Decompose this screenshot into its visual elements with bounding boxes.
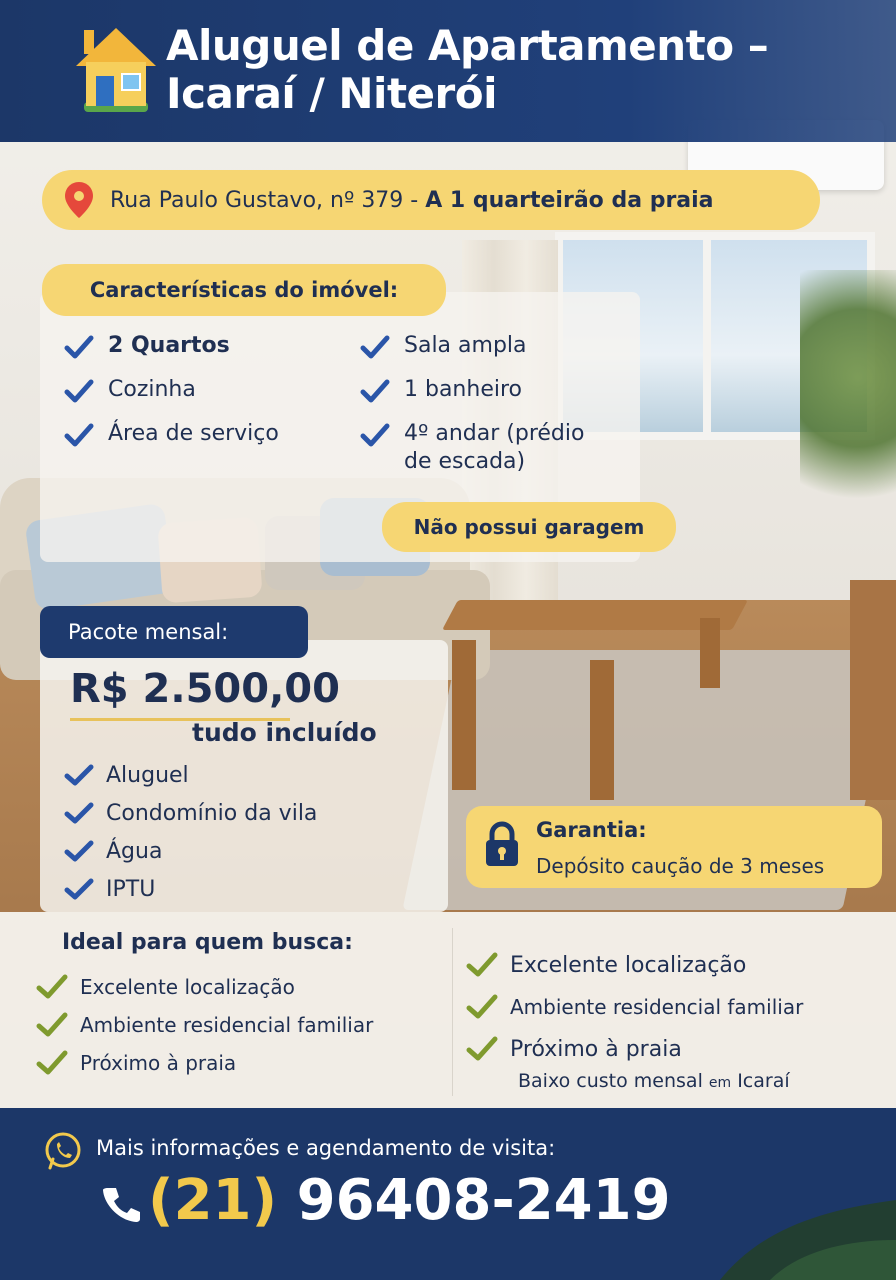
ideal-item: Excelente localização [80, 975, 295, 999]
check-icon [64, 877, 94, 901]
address-highlight: A 1 quarteirão da praia [425, 187, 714, 213]
check-icon [466, 952, 498, 978]
address-banner [42, 170, 820, 230]
check-icon [36, 974, 68, 1000]
check-icon [466, 1036, 498, 1062]
price: R$ 2.500,00 [70, 666, 340, 712]
guarantee-title: Garantia: [536, 818, 647, 842]
title-line-1: Aluguel de Apartamento – [166, 21, 769, 70]
list-item [36, 1006, 373, 1044]
list-item [466, 1028, 803, 1070]
table-leg [452, 640, 476, 790]
feature-text: 1 banheiro [404, 377, 522, 402]
features-heading: Características do imóvel: [42, 264, 446, 316]
features-list-right [360, 332, 640, 492]
table-leg [590, 660, 614, 800]
list-item [360, 332, 640, 360]
cabinet [850, 580, 896, 800]
check-icon [466, 994, 498, 1020]
low-cost-note [518, 1070, 790, 1092]
note-main: Baixo custo mensal [518, 1070, 709, 1092]
ideal-item: Próximo à praia [80, 1051, 237, 1075]
plant [800, 270, 896, 540]
included-item: Condomínio da vila [106, 800, 318, 826]
check-icon [64, 839, 94, 863]
contact-info: Mais informações e agendamento de visita: [96, 1136, 556, 1160]
lock-icon [482, 820, 522, 868]
whatsapp-icon[interactable] [42, 1130, 84, 1172]
feature-text: Cozinha [108, 377, 196, 402]
check-icon [360, 334, 390, 360]
title-line-2: Icaraí / Niterói [166, 69, 497, 118]
feature-text: 4º andar (prédio de escada) [404, 421, 585, 474]
ideal-list-right [466, 944, 803, 1070]
list-item [64, 794, 317, 832]
check-icon [360, 422, 390, 448]
check-icon [360, 378, 390, 404]
divider [452, 928, 453, 1096]
list-item [36, 1044, 373, 1082]
list-item [360, 420, 640, 476]
feature-text: 2 Quartos [108, 333, 230, 358]
included-item: IPTU [106, 876, 156, 902]
package-label: Pacote mensal: [40, 606, 308, 658]
address-street: Rua Paulo Gustavo, nº 379 - [110, 187, 426, 213]
table-leg [700, 618, 720, 688]
location-pin-icon [62, 180, 96, 220]
ideal-item: Próximo à praia [510, 1036, 682, 1062]
included-item: Água [106, 838, 163, 864]
ideal-heading: Ideal para quem busca: [62, 930, 353, 955]
included-list [64, 756, 317, 908]
check-icon [36, 1012, 68, 1038]
leaves-decoration [700, 1160, 896, 1280]
note-end: Icaraí [731, 1070, 790, 1092]
list-item [466, 986, 803, 1028]
list-item [64, 870, 317, 908]
phone-number[interactable] [148, 1168, 671, 1233]
guarantee-badge [466, 806, 882, 888]
list-item [64, 832, 317, 870]
check-icon [36, 1050, 68, 1076]
page-title [166, 22, 768, 118]
check-icon [64, 763, 94, 787]
list-item [360, 376, 640, 404]
ideal-item: Ambiente residencial familiar [510, 995, 804, 1019]
ideal-list-left [36, 968, 373, 1082]
feature-text: Sala ampla [404, 333, 527, 358]
list-item [64, 332, 354, 360]
included-item: Aluguel [106, 762, 189, 788]
feature-text: Área de serviço [108, 421, 279, 446]
check-icon [64, 422, 94, 448]
no-garage-badge: Não possui garagem [382, 502, 676, 552]
list-item [64, 756, 317, 794]
guarantee-text: Depósito caução de 3 meses [536, 854, 825, 878]
list-item [36, 968, 373, 1006]
phone-digits: 96408-2419 [277, 1168, 671, 1233]
check-icon [64, 378, 94, 404]
check-icon [64, 334, 94, 360]
phone-ddd: (21) [148, 1168, 278, 1233]
house-icon [74, 24, 158, 116]
address-text [110, 188, 714, 213]
ideal-item: Excelente localização [510, 952, 747, 978]
list-item [64, 376, 354, 404]
ideal-item: Ambiente residencial familiar [80, 1013, 374, 1037]
check-icon [64, 801, 94, 825]
list-item [466, 944, 803, 986]
included-label: tudo incluído [192, 718, 377, 747]
features-list-left [64, 332, 354, 464]
list-item [64, 420, 354, 448]
note-small: em [708, 1075, 732, 1091]
phone-icon[interactable] [100, 1182, 142, 1224]
